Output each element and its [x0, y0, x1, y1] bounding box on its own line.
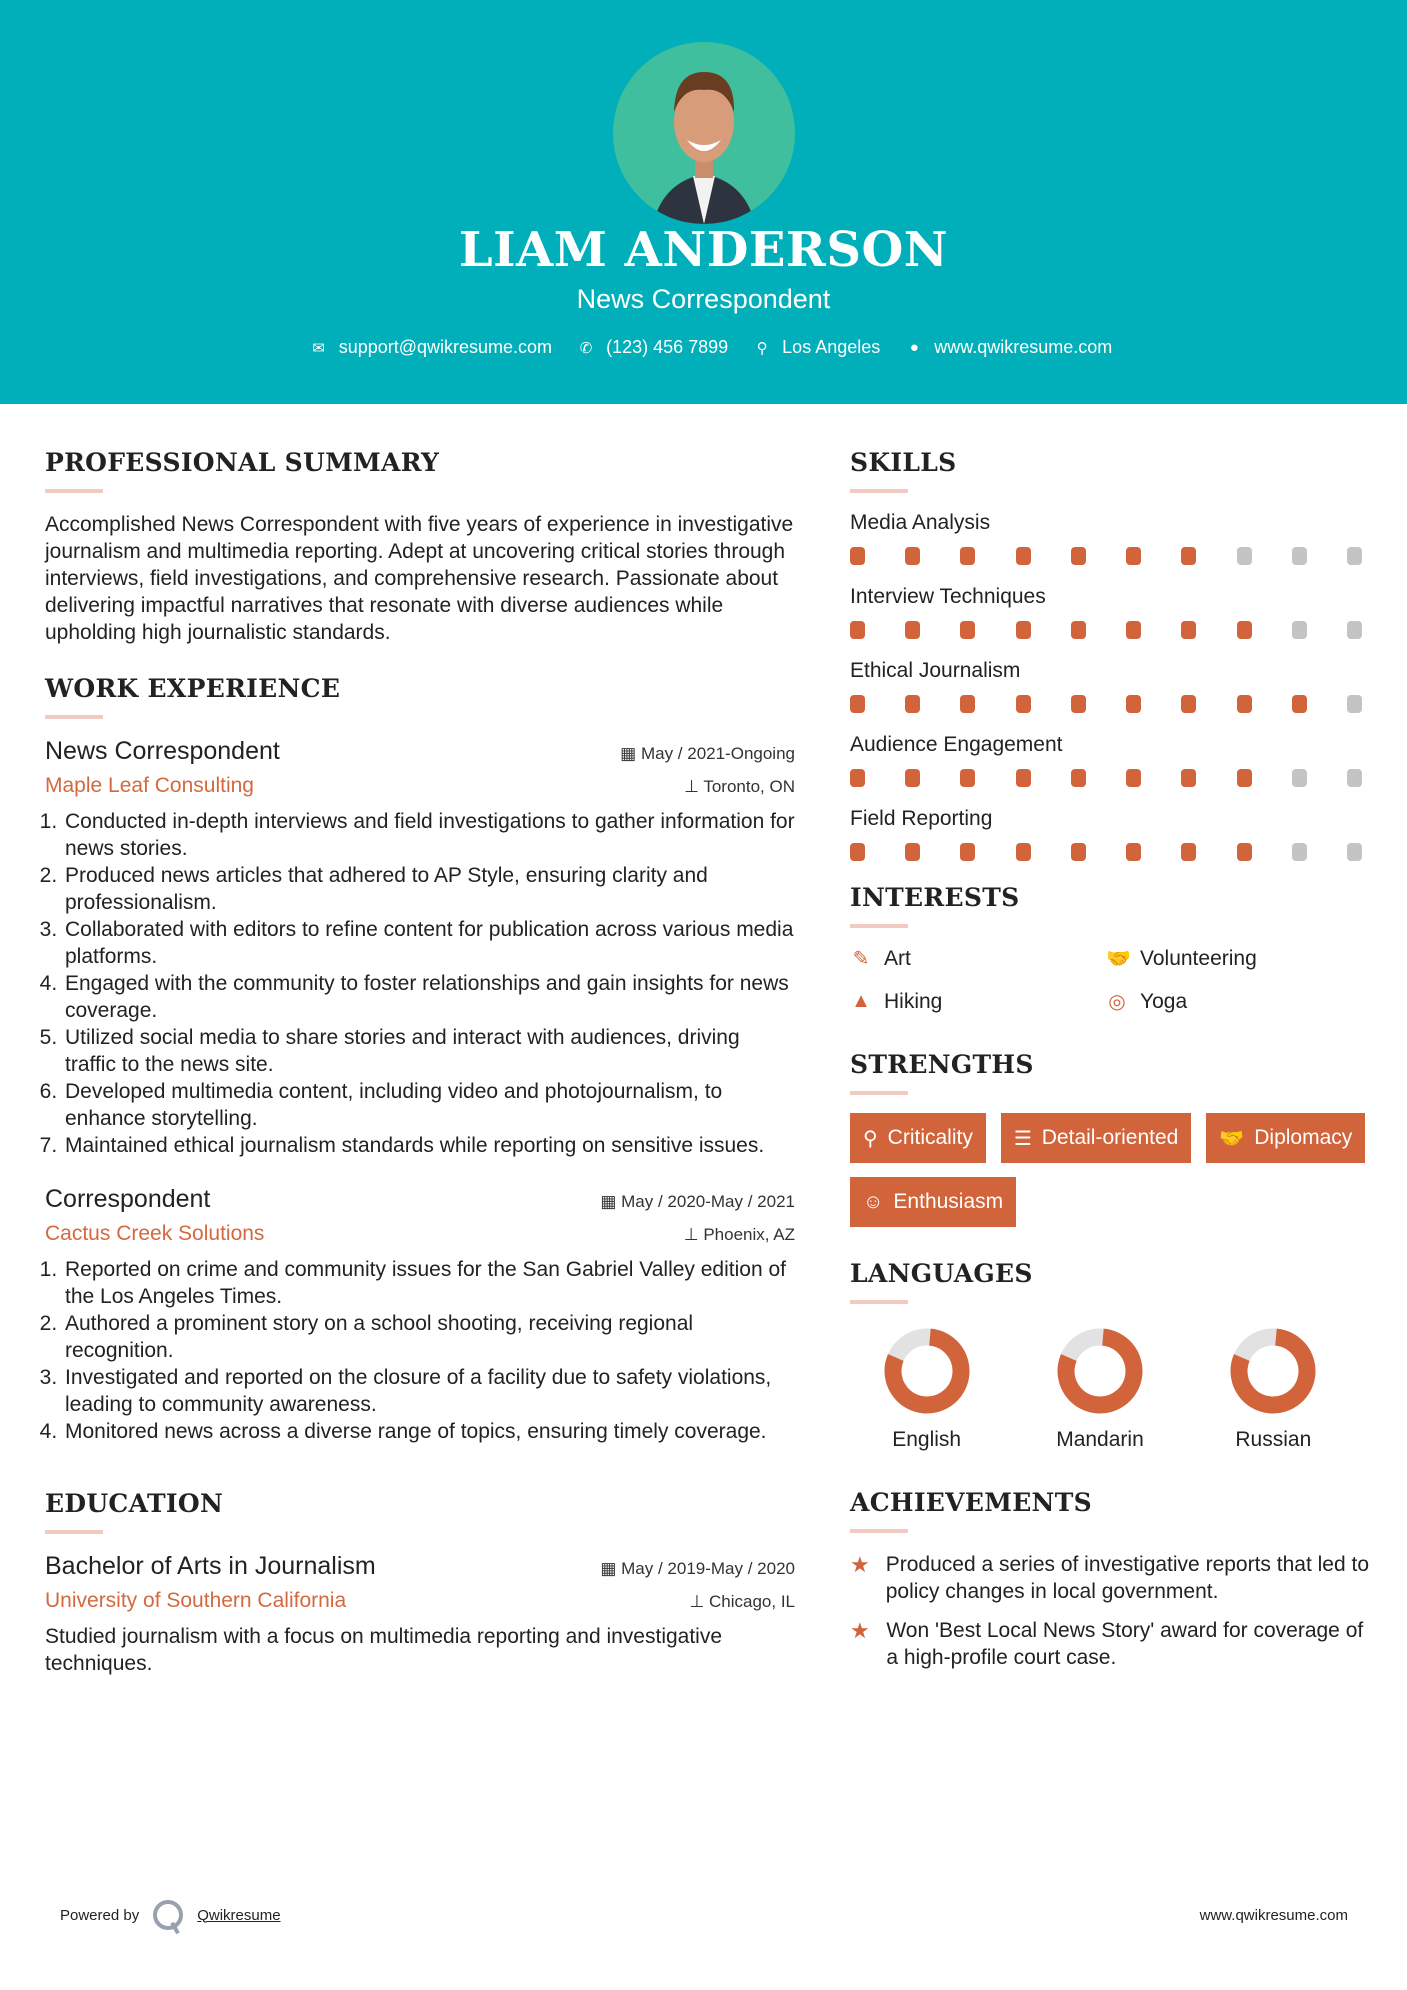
skills-section — [850, 448, 1370, 861]
skill-level-dot — [905, 547, 920, 565]
job-bullet: 4. Monitored news across a diverse range of topics, ensuring timely coverage. — [63, 1418, 795, 1445]
tree-icon: ▲ — [851, 990, 871, 1012]
contact-website[interactable]: www.qwikresume.com — [934, 337, 1113, 357]
section-heading: EDUCATION — [45, 1489, 224, 1518]
contact-bar — [0, 337, 1407, 358]
achievement-text: Produced a series of investigative reports that led to policy changes in local government. — [885, 1553, 1370, 1603]
skill-level-dot — [960, 769, 975, 787]
calendar-icon: ▦ — [600, 1559, 622, 1578]
skill-item — [850, 807, 1370, 861]
skill-rating — [850, 843, 1362, 861]
star-icon: ★ — [850, 1618, 870, 1643]
skill-level-dot — [1016, 547, 1031, 565]
resume-header — [0, 0, 1407, 404]
skill-level-dot — [1126, 621, 1141, 639]
skill-level-dot — [1347, 547, 1362, 565]
skill-name: Audience Engagement — [850, 733, 1063, 756]
footer — [60, 1900, 1348, 1930]
heading-underline — [850, 924, 908, 928]
interest-item — [1106, 946, 1306, 971]
job-bullet: 7. Maintained ethical journalism standards while reporting on sensitive issues. — [63, 1132, 795, 1159]
skill-level-dot — [1347, 843, 1362, 861]
skill-level-dot — [1181, 843, 1196, 861]
company-name: Cactus Creek Solutions — [45, 1222, 265, 1245]
envelope-icon: ✉ — [312, 339, 325, 357]
job-date: May / 2020-May / 2021 — [621, 1192, 795, 1211]
degree-title: Bachelor of Arts in Journalism — [45, 1552, 376, 1580]
job-bullet: 6. Developed multimedia content, including video and photojournalism, to enhance storytelling. — [63, 1078, 795, 1132]
strengths-section — [850, 1050, 1370, 1227]
achievement-item — [850, 1551, 1370, 1605]
skill-rating — [850, 547, 1362, 565]
heading-underline — [850, 489, 908, 493]
map-pin-icon: ⚲ — [756, 339, 768, 357]
section-heading: STRENGTHS — [850, 1050, 1034, 1079]
job-bullet: 2. Produced news articles that adhered to AP Style, ensuring clarity and professionalism. — [63, 862, 795, 916]
section-heading: PROFESSIONAL SUMMARY — [45, 448, 440, 477]
strength-tag — [850, 1177, 1016, 1227]
handshake-icon: 🤝 — [1219, 1127, 1245, 1150]
strength-label: Diplomacy — [1254, 1126, 1353, 1149]
language-donut — [882, 1326, 972, 1416]
footer-url[interactable]: www.qwikresume.com — [1199, 1906, 1348, 1924]
brand-link[interactable]: Qwikresume — [197, 1906, 281, 1924]
section-heading: LANGUAGES — [850, 1259, 1033, 1288]
job-date: May / 2021-Ongoing — [640, 744, 795, 763]
skill-name: Media Analysis — [850, 511, 991, 534]
contact-email[interactable]: support@qwikresume.com — [338, 337, 553, 357]
skill-level-dot — [905, 769, 920, 787]
job-location: Toronto, ON — [703, 777, 795, 796]
left-column — [45, 448, 795, 1677]
skill-level-dot — [905, 695, 920, 713]
skill-level-dot — [1016, 621, 1031, 639]
skill-level-dot — [1126, 843, 1141, 861]
pin-icon: ⊥ — [684, 777, 704, 796]
interest-label: Yoga — [1140, 989, 1188, 1013]
skill-level-dot — [1237, 695, 1252, 713]
list-icon: ☰ — [1013, 1127, 1032, 1150]
heading-underline — [45, 1530, 103, 1534]
section-heading: WORK EXPERIENCE — [45, 674, 341, 703]
skill-level-dot — [1071, 843, 1086, 861]
strength-label: Enthusiasm — [893, 1190, 1004, 1213]
strength-label: Detail-oriented — [1041, 1126, 1179, 1149]
skill-level-dot — [1071, 769, 1086, 787]
job-entry — [45, 737, 795, 1159]
skill-level-dot — [905, 621, 920, 639]
job-bullet: 3. Investigated and reported on the closure of a facility due to safety violations, leading to community awareness. — [63, 1364, 795, 1418]
job-bullet: 5. Utilized social media to share stories and interact with audiences, driving traffic to the news site. — [63, 1024, 795, 1078]
skill-rating — [850, 769, 1362, 787]
skill-level-dot — [1181, 695, 1196, 713]
skill-level-dot — [1126, 695, 1141, 713]
interests-section — [850, 883, 1370, 1014]
skill-level-dot — [1126, 547, 1141, 565]
job-bullet: 1. Conducted in-depth interviews and field investigations to gather information for news stories. — [63, 808, 795, 862]
skill-item — [850, 659, 1370, 713]
heading-underline — [850, 1300, 908, 1304]
education-location: Chicago, IL — [709, 1592, 795, 1611]
skill-level-dot — [1237, 769, 1252, 787]
job-bullets — [63, 1256, 795, 1445]
interest-label: Art — [884, 946, 911, 970]
skill-level-dot — [1071, 547, 1086, 565]
skill-level-dot — [1347, 695, 1362, 713]
language-name: Mandarin — [1056, 1428, 1144, 1451]
education-date: May / 2019-May / 2020 — [621, 1559, 795, 1578]
work-section — [45, 674, 795, 1445]
skill-level-dot — [1181, 621, 1196, 639]
skill-level-dot — [1126, 769, 1141, 787]
handshake-icon: 🤝 — [1106, 948, 1131, 970]
job-bullet: 1. Reported on crime and community issues for the San Gabriel Valley edition of the Los Angeles Times. — [63, 1256, 795, 1310]
skill-level-dot — [1292, 695, 1307, 713]
interest-label: Hiking — [884, 989, 943, 1013]
strength-tag — [1206, 1113, 1365, 1163]
language-item — [1177, 1326, 1370, 1452]
phone-icon: ✆ — [579, 339, 593, 357]
right-column — [850, 448, 1370, 1683]
skill-level-dot — [1292, 621, 1307, 639]
skill-item — [850, 585, 1370, 639]
star-icon: ★ — [850, 1552, 870, 1577]
candidate-title: News Correspondent — [576, 284, 831, 314]
skill-level-dot — [960, 621, 975, 639]
job-bullet: 2. Authored a prominent story on a school shooting, receiving regional recognition. — [63, 1310, 795, 1364]
skill-level-dot — [960, 547, 975, 565]
skill-level-dot — [1181, 769, 1196, 787]
pin-icon: ⊥ — [689, 1592, 709, 1611]
skill-level-dot — [1016, 769, 1031, 787]
skill-level-dot — [850, 843, 865, 861]
strength-tag — [1001, 1113, 1192, 1163]
skill-level-dot — [1292, 547, 1307, 565]
skill-level-dot — [905, 843, 920, 861]
language-name: Russian — [1235, 1428, 1312, 1451]
skill-name: Interview Techniques — [850, 585, 1046, 608]
heading-underline — [850, 1091, 908, 1095]
strength-label: Criticality — [887, 1126, 973, 1149]
skill-level-dot — [960, 843, 975, 861]
skill-rating — [850, 695, 1362, 713]
summary-text: Accomplished News Correspondent with five years of experience in investigative journalism and multimedia reporting. Adept at uncovering critical stories through interviews, field investigations, and comprehensive research. Passionate about delivering impactful narratives that resonate with diverse audiences while upholding high journalistic standards. — [45, 513, 794, 644]
skill-rating — [850, 621, 1362, 639]
candidate-name: LIAM ANDERSON — [458, 222, 949, 278]
skill-level-dot — [1071, 621, 1086, 639]
search-icon: ⚲ — [863, 1127, 878, 1150]
skill-level-dot — [960, 695, 975, 713]
lifering-icon: ◎ — [1108, 991, 1126, 1013]
education-text: Studied journalism with a focus on multimedia reporting and investigative techniques. — [45, 1625, 723, 1675]
interest-label: Volunteering — [1140, 946, 1257, 970]
achievements-section — [850, 1488, 1370, 1671]
language-item — [1003, 1326, 1196, 1452]
skill-level-dot — [1237, 621, 1252, 639]
interest-item — [1106, 989, 1306, 1014]
summary-section — [45, 448, 795, 646]
skill-level-dot — [1071, 695, 1086, 713]
section-heading: ACHIEVEMENTS — [850, 1488, 1092, 1517]
pin-icon: ⊥ — [683, 1225, 704, 1244]
language-donut — [1055, 1326, 1145, 1416]
qwikresume-logo-icon — [153, 1900, 183, 1930]
skill-name: Field Reporting — [850, 807, 993, 830]
section-heading: SKILLS — [850, 448, 957, 477]
heading-underline — [45, 489, 103, 493]
calendar-icon: ▦ — [600, 1192, 622, 1211]
school-name: University of Southern California — [45, 1589, 347, 1612]
skill-level-dot — [1016, 843, 1031, 861]
job-bullet: 4. Engaged with the community to foster relationships and gain insights for news coverage. — [63, 970, 795, 1024]
skill-level-dot — [850, 621, 865, 639]
profile-photo — [613, 42, 795, 224]
skill-level-dot — [1237, 547, 1252, 565]
education-section — [45, 1489, 795, 1677]
skill-level-dot — [1347, 769, 1362, 787]
skill-name: Ethical Journalism — [850, 659, 1021, 682]
skill-level-dot — [1181, 547, 1196, 565]
skill-item — [850, 733, 1370, 787]
strength-tag — [850, 1113, 986, 1163]
skill-level-dot — [1292, 843, 1307, 861]
calendar-icon: ▦ — [620, 744, 641, 763]
language-item — [830, 1326, 1023, 1452]
powered-by-label: Powered by — [60, 1906, 140, 1924]
skill-level-dot — [1016, 695, 1031, 713]
job-location: Phoenix, AZ — [703, 1225, 795, 1244]
skill-level-dot — [1237, 843, 1252, 861]
smile-icon: ☺ — [863, 1190, 884, 1213]
globe-icon: ● — [909, 339, 919, 356]
achievement-text: Won 'Best Local News Story' award for coverage of a high-profile court case. — [886, 1619, 1364, 1669]
language-donut — [1228, 1326, 1318, 1416]
contact-location: Los Angeles — [782, 337, 881, 357]
job-title: News Correspondent — [45, 737, 280, 765]
languages-section — [850, 1259, 1370, 1452]
job-bullets — [63, 808, 795, 1159]
interest-item — [850, 989, 1106, 1014]
skill-level-dot — [1292, 769, 1307, 787]
heading-underline — [850, 1529, 908, 1533]
company-name: Maple Leaf Consulting — [45, 774, 254, 797]
job-title: Correspondent — [45, 1185, 211, 1213]
achievement-item — [850, 1617, 1370, 1671]
section-heading: INTERESTS — [850, 883, 1020, 912]
skill-level-dot — [850, 547, 865, 565]
skill-level-dot — [1347, 621, 1362, 639]
job-bullet: 3. Collaborated with editors to refine content for publication across various media platforms. — [63, 916, 795, 970]
language-name: English — [892, 1428, 962, 1451]
heading-underline — [45, 715, 103, 719]
skill-item — [850, 511, 1370, 565]
job-entry — [45, 1185, 795, 1445]
paintbrush-icon: ✎ — [852, 948, 870, 970]
interest-item — [850, 946, 1106, 971]
skill-level-dot — [850, 695, 865, 713]
contact-phone[interactable]: (123) 456 7899 — [606, 337, 729, 357]
skill-level-dot — [850, 769, 865, 787]
